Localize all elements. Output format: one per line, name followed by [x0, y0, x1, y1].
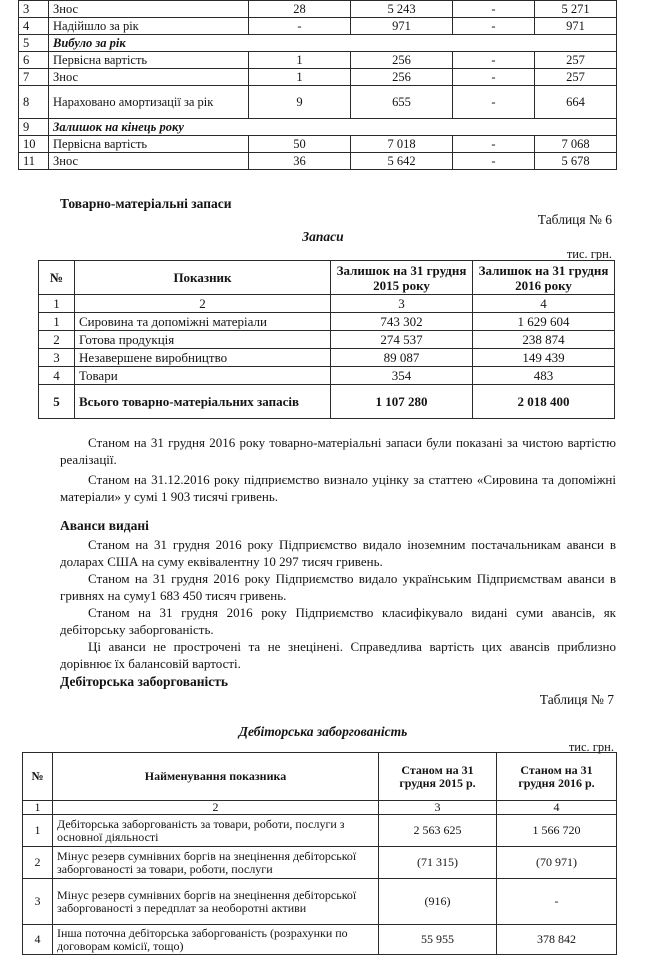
section-label: Вибуло за рік: [49, 35, 617, 52]
row-label: Всього товарно-матеріальних запасів: [75, 385, 331, 419]
row-label: Інша поточна дебіторська заборгованість (розрахунки по договорам комісії, тощо): [53, 925, 379, 955]
section-row: [19, 35, 617, 52]
value-cell: 5 243: [351, 1, 453, 18]
table-row: [23, 847, 617, 879]
table-row: [19, 136, 617, 153]
value-cell: 257: [535, 69, 617, 86]
fixed-assets-table: [18, 0, 617, 170]
index-cell: 4: [497, 801, 617, 815]
value-2015: 1 107 280: [331, 385, 473, 419]
row-number: 6: [19, 52, 49, 69]
section-row: [19, 119, 617, 136]
header-cell: Залишок на 31 грудня 2015 року: [331, 261, 473, 295]
unit-label-receivables: тис. грн.: [568, 740, 614, 754]
row-number: 2: [23, 847, 53, 879]
row-number: 5: [39, 385, 75, 419]
row-label: Сировина та допоміжні матеріали: [75, 313, 331, 331]
row-label: Мінус резерв сумнівних боргів на знецінення дебіторської заборгованості з передплат за необоротні активи: [53, 879, 379, 925]
index-cell: 1: [23, 801, 53, 815]
value-cell: 971: [535, 18, 617, 35]
table-row: [19, 18, 617, 35]
value-cell: 9: [249, 86, 351, 119]
value-2015: (916): [379, 879, 497, 925]
value-cell: 50: [249, 136, 351, 153]
table-row: [23, 879, 617, 925]
section-heading-advances: Аванси видані: [60, 518, 149, 533]
total-row: [39, 385, 615, 419]
index-cell: 2: [53, 801, 379, 815]
index-cell: 3: [379, 801, 497, 815]
section-heading-inventory: Товарно-матеріальні запаси: [60, 196, 232, 211]
value-cell: 256: [351, 69, 453, 86]
row-number: 7: [19, 69, 49, 86]
value-cell: -: [453, 18, 535, 35]
value-cell: 5 678: [535, 153, 617, 170]
header-cell: Станом на 31 грудня 2016 р.: [497, 753, 617, 801]
table-row: [19, 86, 617, 119]
value-cell: -: [453, 69, 535, 86]
value-2015: 743 302: [331, 313, 473, 331]
paragraph: Ці аванси не прострочені та не знецінені. Справедлива вартість цих авансів приблизно дорівнює їх балансовій вартості.: [60, 639, 616, 671]
value-cell: 1: [249, 52, 351, 69]
value-2016: -: [497, 879, 617, 925]
row-label: Знос: [49, 1, 249, 18]
value-cell: 7 018: [351, 136, 453, 153]
row-label: Мінус резерв сумнівних боргів на знецінення дебіторської заборгованості за товари, роботи, послуги: [53, 847, 379, 879]
value-2016: (70 971): [497, 847, 617, 879]
value-cell: 655: [351, 86, 453, 119]
row-label: Незавершене виробництво: [75, 349, 331, 367]
table-row: [23, 815, 617, 847]
value-cell: 664: [535, 86, 617, 119]
value-cell: 1: [249, 69, 351, 86]
row-number: 2: [39, 331, 75, 349]
value-2016: 149 439: [473, 349, 615, 367]
row-label: Первісна вартість: [49, 52, 249, 69]
row-label: Первісна вартість: [49, 136, 249, 153]
row-label: Нараховано амортизації за рік: [49, 86, 249, 119]
value-2016: 378 842: [497, 925, 617, 955]
value-2016: 1 629 604: [473, 313, 615, 331]
paragraph: Станом на 31.12.2016 року підприємство визнало уцінку за статтею «Сировина та допоміжні матеріали» у сумі 1 903 тисячі гривень.: [60, 472, 616, 504]
value-cell: 5 642: [351, 153, 453, 170]
row-label: Товари: [75, 367, 331, 385]
header-cell: Показник: [75, 261, 331, 295]
row-number: 11: [19, 153, 49, 170]
value-cell: -: [249, 18, 351, 35]
row-number: 3: [23, 879, 53, 925]
table-title-receivables: Дебіторська заборгованість: [238, 724, 408, 739]
row-number: 4: [39, 367, 75, 385]
table-row: [23, 925, 617, 955]
value-cell: 256: [351, 52, 453, 69]
header-cell: №: [39, 261, 75, 295]
header-cell: Найменування показника: [53, 753, 379, 801]
value-cell: -: [453, 52, 535, 69]
row-number: 3: [39, 349, 75, 367]
table-caption-6: Таблиця № 6: [537, 212, 612, 227]
row-number: 5: [19, 35, 49, 52]
value-2016: 483: [473, 367, 615, 385]
row-label: Знос: [49, 69, 249, 86]
paragraph: Станом на 31 грудня 2016 року товарно-матеріальні запаси були показані за чистою вартістю реалізації.: [60, 435, 616, 467]
row-label: Дебіторська заборгованість за товари, роботи, послуги з основної діяльності: [53, 815, 379, 847]
table-row: [39, 367, 615, 385]
table-title-inventory: Запаси: [302, 229, 344, 244]
row-number: 9: [19, 119, 49, 136]
row-label: Надійшло за рік: [49, 18, 249, 35]
table-row: [39, 349, 615, 367]
value-2015: 354: [331, 367, 473, 385]
row-number: 4: [23, 925, 53, 955]
paragraph: Станом на 31 грудня 2016 року Підприємство класифікувало видані суми авансів, як дебіторську заборгованість.: [60, 605, 616, 637]
row-number: 1: [39, 313, 75, 331]
row-number: 8: [19, 86, 49, 119]
paragraph: Станом на 31 грудня 2016 року Підприємство видало українським Підприємствам аванси в гривнях на суму1 683 450 тисяч гривень.: [60, 571, 616, 603]
table-row: [39, 313, 615, 331]
value-cell: -: [453, 1, 535, 18]
value-cell: 971: [351, 18, 453, 35]
index-cell: 2: [75, 295, 331, 313]
row-number: 1: [23, 815, 53, 847]
value-cell: 257: [535, 52, 617, 69]
receivables-table: [22, 752, 617, 955]
table-row: [19, 1, 617, 18]
value-cell: -: [453, 86, 535, 119]
row-label: Готова продукція: [75, 331, 331, 349]
section-label: Залишок на кінець року: [49, 119, 617, 136]
unit-label-inventory: тис. грн.: [566, 247, 612, 261]
value-2016: 1 566 720: [497, 815, 617, 847]
table-caption-7: Таблиця № 7: [539, 692, 614, 707]
value-cell: 7 068: [535, 136, 617, 153]
header-cell: Залишок на 31 грудня 2016 року: [473, 261, 615, 295]
header-cell: Станом на 31 грудня 2015 р.: [379, 753, 497, 801]
table-row: [39, 331, 615, 349]
row-label: Знос: [49, 153, 249, 170]
value-2015: 274 537: [331, 331, 473, 349]
value-cell: -: [453, 153, 535, 170]
value-2016: 238 874: [473, 331, 615, 349]
inventory-table: [38, 260, 615, 419]
section-heading-receivables: Дебіторська заборгованість: [60, 674, 229, 689]
value-cell: 5 271: [535, 1, 617, 18]
value-cell: 36: [249, 153, 351, 170]
table-row: [19, 52, 617, 69]
value-2015: 89 087: [331, 349, 473, 367]
value-2015: (71 315): [379, 847, 497, 879]
table-row: [19, 153, 617, 170]
value-2015: 55 955: [379, 925, 497, 955]
value-2015: 2 563 625: [379, 815, 497, 847]
index-cell: 4: [473, 295, 615, 313]
row-number: 3: [19, 1, 49, 18]
header-cell: №: [23, 753, 53, 801]
value-cell: 28: [249, 1, 351, 18]
row-number: 10: [19, 136, 49, 153]
value-cell: -: [453, 136, 535, 153]
row-number: 4: [19, 18, 49, 35]
table-row: [19, 69, 617, 86]
value-2016: 2 018 400: [473, 385, 615, 419]
paragraph: Станом на 31 грудня 2016 року Підприємство видало іноземним постачальникам аванси в доларах США на суму еквівалентну 10 297 тисяч гривень.: [60, 537, 616, 569]
index-cell: 1: [39, 295, 75, 313]
index-cell: 3: [331, 295, 473, 313]
